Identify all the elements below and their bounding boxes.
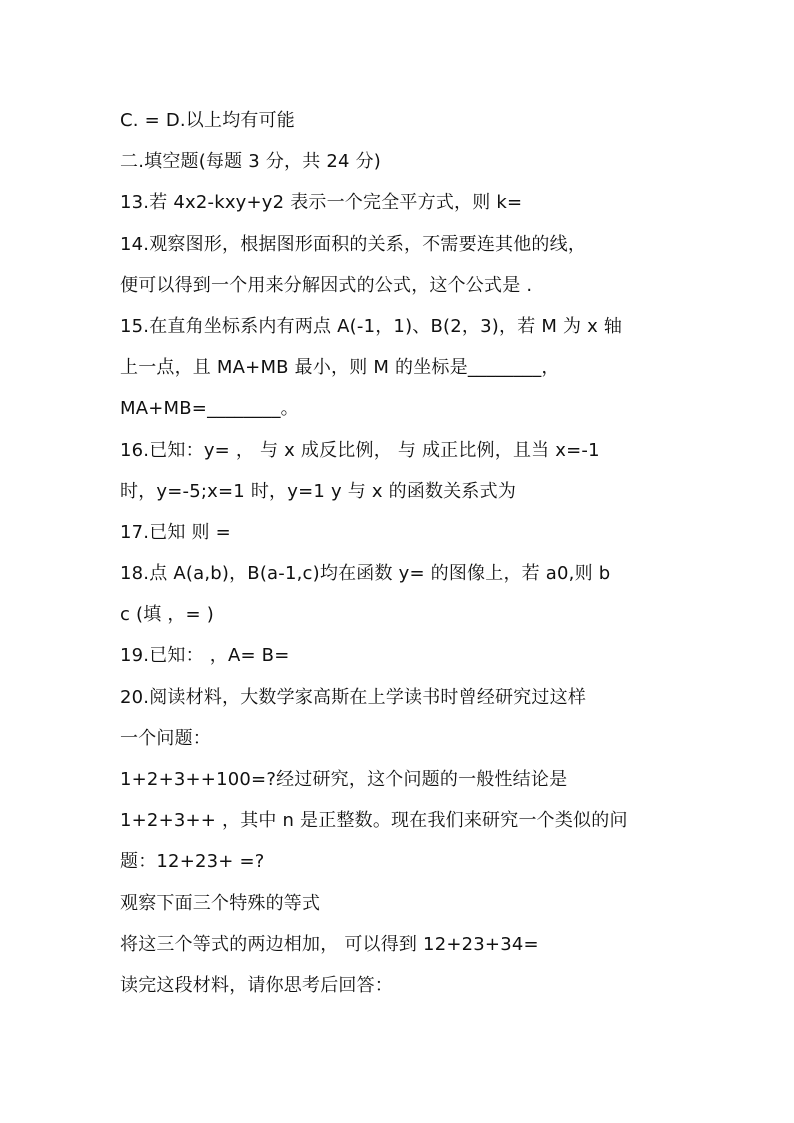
question-14-line-2: 便可以得到一个用来分解因式的公式，这个公式是 .: [120, 274, 533, 296]
question-18-line-1: 18.点 A(a,b)，B(a-1,c)均在函数 y= 的图像上，若 a0,则 b: [120, 563, 611, 585]
question-20-line-7: 将这三个等式的两边相加， 可以得到 12+23+34=: [120, 933, 539, 955]
answer-choice-line: C. = D.以上均有可能: [120, 110, 295, 131]
question-20-line-4: 1+2+3++ ，其中 n 是正整数。现在我们来研究一个类似的问: [120, 810, 628, 832]
question-15-line-3: MA+MB=________。: [120, 398, 299, 420]
question-15-line-2: 上一点，且 MA+MB 最小，则 M 的坐标是________，: [120, 357, 560, 379]
question-20-line-2: 一个问题：: [120, 727, 211, 749]
question-19: 19.已知： ，A= B=: [120, 645, 290, 667]
section-heading: 二.填空题(每题 3 分，共 24 分): [120, 151, 382, 173]
question-20-line-8: 读完这段材料，请你思考后回答：: [120, 974, 393, 996]
document-body: [120, 100, 680, 1006]
question-20-line-3: 1+2+3++100=?经过研究，这个问题的一般性结论是: [120, 769, 568, 790]
question-16-line-1: 16.已知：y= ， 与 x 成反比例， 与 成正比例，且当 x=-1: [120, 439, 600, 461]
question-13: 13.若 4x2-kxy+y2 表示一个完全平方式，则 k=: [120, 192, 523, 214]
question-16-line-2: 时，y=-5;x=1 时，y=1 y 与 x 的函数关系式为: [120, 480, 517, 502]
question-18-line-2: c (填 ，= ): [120, 604, 214, 626]
question-14-line-1: 14.观察图形，根据图形面积的关系，不需要连其他的线，: [120, 233, 587, 255]
question-20-line-6: 观察下面三个特殊的等式: [120, 892, 321, 914]
question-20-line-1: 20.阅读材料，大数学家高斯在上学读书时曾经研究过这样: [120, 686, 587, 708]
question-15-line-1: 15.在直角坐标系内有两点 A(-1，1)、B(2，3)，若 M 为 x 轴: [120, 315, 623, 337]
question-20-line-5: 题：12+23+ =?: [120, 851, 265, 873]
question-17: 17.已知 则 =: [120, 521, 231, 543]
